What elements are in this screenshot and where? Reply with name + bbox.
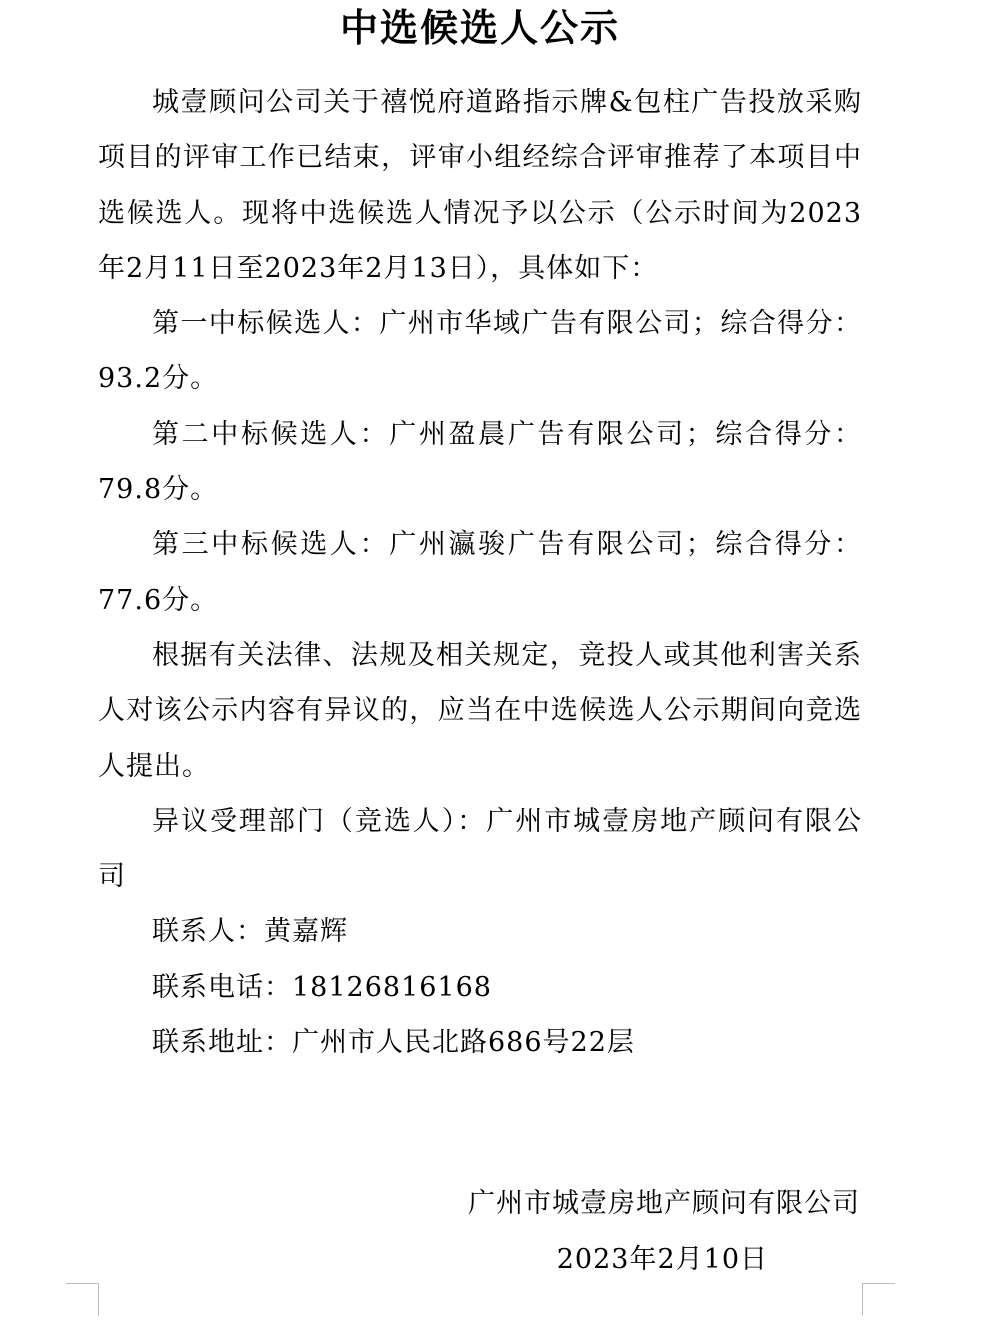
candidate-first: 第一中标候选人：广州市华域广告有限公司；综合得分：93.2分。: [98, 308, 862, 395]
objection-department: 异议受理部门（竞选人）：广州市城壹房地产顾问有限公司: [98, 805, 862, 893]
intro-paragraph: 城壹顾问公司关于禧悦府道路指示牌&包柱广告投放采购项目的评审工作已结束，评审小组经综合评审推荐了本项目中选候选人。现将中选候选人情况予以公示（公示时间为2023年2月11日至2023年2月13日），具体如下：: [98, 87, 862, 284]
page-corner-mark-right: [862, 1283, 895, 1316]
document-title: 中选候选人公示: [339, 5, 620, 50]
page-corner-mark-left: [66, 1283, 99, 1316]
contact-person: 联系人：黄嘉辉: [152, 916, 348, 948]
signature-company: 广州市城壹房地产顾问有限公司: [468, 1188, 860, 1219]
document-body: [98, 75, 862, 1070]
objection-paragraph: 根据有关法律、法规及相关规定，竞投人或其他利害关系人对该公示内容有异议的，应当在中选候选人公示期间向竞选人提出。: [98, 639, 862, 782]
contact-phone: 联系电话：18126816168: [152, 971, 492, 1003]
signature-date: 2023年2月10日: [556, 1244, 768, 1275]
candidate-second: 第二中标候选人：广州盈晨广告有限公司；综合得分：79.8分。: [98, 418, 862, 506]
contact-address: 联系地址：广州市人民北路686号22层: [152, 1027, 635, 1059]
candidate-third: 第三中标候选人：广州瀛骏广告有限公司；综合得分：77.6分。: [98, 529, 862, 616]
signature-block: [430, 1176, 860, 1288]
